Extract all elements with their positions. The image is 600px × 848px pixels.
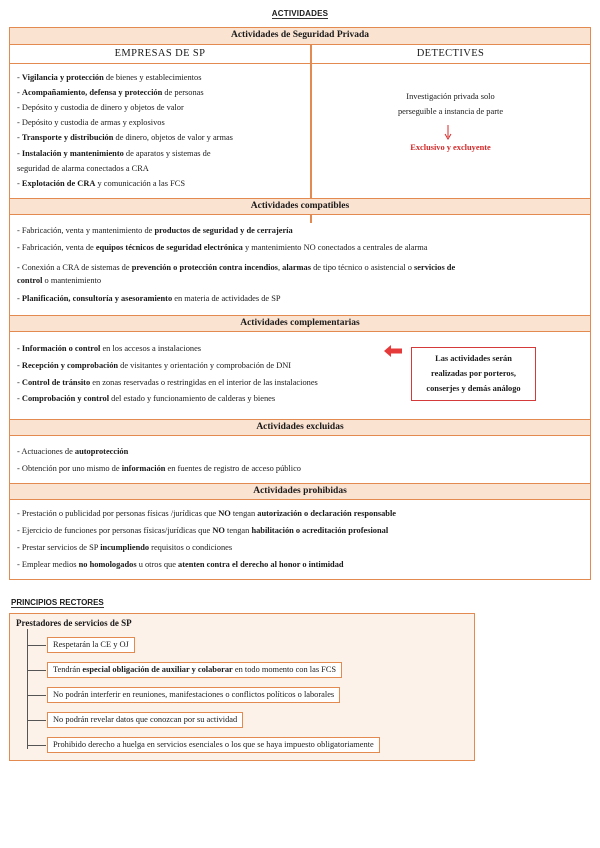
- tree-branch: [27, 645, 46, 646]
- prohibidas-item: - Prestación o publicidad por personas físicas /jurídicas que NO tengan autorización o declaración responsable: [17, 509, 397, 518]
- empresas-item: - Transporte y distribución de dinero, objetos de valor y armas: [17, 133, 233, 142]
- detectives-text: perseguible a instancia de parte: [397, 107, 504, 116]
- empresas-item: - Depósito y custodia de armas y explosivos: [17, 118, 165, 127]
- tree-branch: [27, 720, 46, 721]
- column-header-empresas: EMPRESAS DE SP: [10, 44, 310, 64]
- excluidas-item: - Obtención por uno mismo de información en fuentes de registro de acceso público: [17, 464, 301, 473]
- empresas-item: - Acompañamiento, defensa y protección de personas: [17, 88, 204, 97]
- arrow-down-icon: [443, 125, 453, 141]
- empresas-item-continuation: seguridad de alarma conectados a CRA: [17, 164, 149, 173]
- arrow-left-icon: [384, 345, 402, 357]
- principios-title: PRINCIPIOS RECTORES: [11, 598, 104, 607]
- compatibles-item: - Conexión a CRA de sistemas de prevención o protección contra incendios, alarmas de tipo técnico o asistencial o servicios de: [17, 263, 456, 272]
- empresas-item: - Vigilancia y protección de bienes y establecimientos: [17, 73, 202, 82]
- principio-item: Prohibido derecho a huelga en servicios esenciales o los que se haya impuesto obligatoriamente: [47, 737, 380, 753]
- detectives-exclusive-note: Exclusivo y excluyente: [410, 143, 491, 152]
- tree-branch: [27, 670, 46, 671]
- tree-connector: [27, 629, 28, 749]
- complementarias-item: - Recepción y comprobación de visitantes y orientación y comprobación de DNI: [17, 361, 292, 370]
- complementarias-item: - Información o control en los accesos a instalaciones: [17, 344, 202, 353]
- empresas-item: - Depósito y custodia de dinero y objetos de valor: [17, 103, 184, 112]
- note-line: conserjes y demás análogo: [426, 384, 521, 393]
- activities-table: [9, 27, 591, 580]
- empresas-item: - Instalación y mantenimiento de aparatos y sistemas de: [17, 149, 211, 158]
- tree-branch: [27, 695, 46, 696]
- excluidas-item: - Actuaciones de autoprotección: [17, 447, 129, 456]
- page-title: ACTIVIDADES: [271, 9, 329, 18]
- principio-item: Respetarán la CE y OJ: [47, 637, 135, 653]
- prohibidas-item: - Prestar servicios de SP incumpliendo requisitos o condiciones: [17, 543, 233, 552]
- section-header-complementarias: Actividades complementarias: [10, 315, 590, 332]
- compatibles-item-continuation: control o mantenimiento: [17, 276, 102, 285]
- note-line: realizadas por porteros,: [431, 369, 516, 378]
- prohibidas-item: - Emplear medios no homologados u otros que atenten contra el derecho al honor o intimidad: [17, 560, 344, 569]
- compatibles-item: - Fabricación, venta y mantenimiento de productos de seguridad y de cerrajería: [17, 226, 293, 235]
- section-header-excluidas: Actividades excluidas: [10, 419, 590, 436]
- detectives-text: Investigación privada solo: [406, 92, 495, 101]
- section-header-prohibidas: Actividades prohibidas: [10, 483, 590, 500]
- principios-box-header: Prestadores de servicios de SP: [16, 618, 132, 628]
- compatibles-item: - Fabricación, venta de equipos técnicos de seguridad electrónica y mantenimiento NO conectados a centrales de alarma: [17, 243, 428, 252]
- complementarias-note-box: [411, 347, 536, 401]
- principio-item: No podrán interferir en reuniones, manifestaciones o conflictos políticos o laborales: [47, 687, 340, 703]
- empresas-item: - Explotación de CRA y comunicación a las FCS: [17, 179, 185, 188]
- section-header-compatibles: Actividades compatibles: [10, 198, 590, 215]
- principio-item: Tendrán especial obligación de auxiliar y colaborar en todo momento con las FCS: [47, 662, 342, 678]
- complementarias-item: - Control de tránsito en zonas reservadas o restringidas en el interior de las instalaciones: [17, 378, 318, 387]
- column-divider: [310, 44, 312, 223]
- compatibles-item: - Planificación, consultoría y asesoramiento en materia de actividades de SP: [17, 294, 281, 303]
- tree-branch: [27, 745, 46, 746]
- principios-box: [9, 613, 475, 761]
- column-header-detectives: DETECTIVES: [311, 44, 590, 64]
- prohibidas-item: - Ejercicio de funciones por personas físicas/jurídicas que NO tengan habilitación o acreditación profesional: [17, 526, 389, 535]
- section-header-seguridad-privada: Actividades de Seguridad Privada: [10, 28, 590, 45]
- note-line: Las actividades serán: [435, 354, 512, 363]
- principio-item: No podrán revelar datos que conozcan por su actividad: [47, 712, 243, 728]
- complementarias-item: - Comprobación y control del estado y funcionamiento de calderas y bienes: [17, 394, 276, 403]
